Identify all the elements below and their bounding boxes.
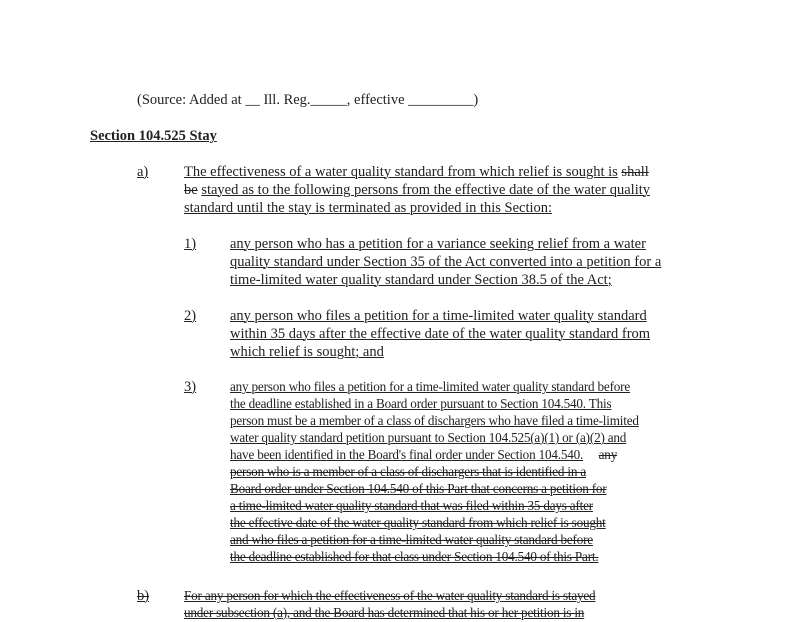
item-2-label: 2) xyxy=(184,308,197,324)
subsection-b-line-2: under subsection (a), and the Board has determined that his or her petition is in xyxy=(184,605,585,620)
item-1-line-3: time-limited water quality standard under Section 38.5 of the Act; xyxy=(230,272,612,288)
item-3-line-3: person must be a member of a class of dischargers who have filed a time-limited xyxy=(230,413,639,428)
subsection-a-line-2 xyxy=(184,181,650,199)
item-2-line-1: any person who files a petition for a time-limited water quality standard xyxy=(230,308,647,324)
section-heading: Section 104.525 Stay xyxy=(90,128,217,144)
subsection-b-line-1: For any person for which the effectiveness of the water quality standard is stayed xyxy=(184,588,596,603)
item-1-label: 1) xyxy=(184,236,197,252)
subsection-a-line-1-text: The effectiveness of a water quality standard from which relief is sought is xyxy=(184,164,618,180)
item-2-line-2: within 35 days after the effective date of the water quality standard from xyxy=(230,326,651,342)
item-3-struck-line-1: person who is a member of a class of dischargers that is identified in a xyxy=(230,464,586,479)
item-1-line-1: any person who has a petition for a variance seeking relief from a water xyxy=(230,236,646,252)
item-3-struck-line-4: the effective date of the water quality standard from which relief is sought xyxy=(230,515,606,530)
subsection-a-struck-word-1: shall xyxy=(621,164,649,180)
item-3-struck-line-6: the deadline established for that class under Section 104.540 of this Part. xyxy=(230,549,599,564)
subsection-a-line-1 xyxy=(184,163,649,181)
item-3-line-5 xyxy=(230,446,617,464)
subsection-b-label: b) xyxy=(137,588,150,604)
item-3-line-5-text: have been identified in the Board's final order under Section 104.540. xyxy=(230,447,584,462)
source-note: (Source: Added at __ Ill. Reg._____, effective _________) xyxy=(137,92,479,108)
item-3-struck-word: any xyxy=(598,447,618,462)
item-3-line-4: water quality standard petition pursuant to Section 104.525(a)(1) or (a)(2) and xyxy=(230,430,627,445)
subsection-a-struck-word-2: be xyxy=(184,182,198,198)
item-3-label: 3) xyxy=(184,379,197,395)
item-3-line-1: any person who files a petition for a time-limited water quality standard before xyxy=(230,379,631,394)
subsection-a-label: a) xyxy=(137,164,149,180)
item-2-line-3: which relief is sought; and xyxy=(230,344,384,360)
subsection-a-line-3: standard until the stay is terminated as provided in this Section: xyxy=(184,200,553,216)
item-3-struck-line-5: and who files a petition for a time-limited water quality standard before xyxy=(230,532,593,547)
subsection-a-line-2-text: stayed as to the following persons from the effective date of the water quality xyxy=(201,182,650,198)
item-1-line-2: quality standard under Section 35 of the Act converted into a petition for a xyxy=(230,254,662,270)
item-3-line-2: the deadline established in a Board order pursuant to Section 104.540. This xyxy=(230,396,612,411)
item-3-struck-line-2: Board order under Section 104.540 of this Part that concerns a petition for xyxy=(230,481,607,496)
item-3-struck-line-3: a time-limited water quality standard that was filed within 35 days after xyxy=(230,498,593,513)
